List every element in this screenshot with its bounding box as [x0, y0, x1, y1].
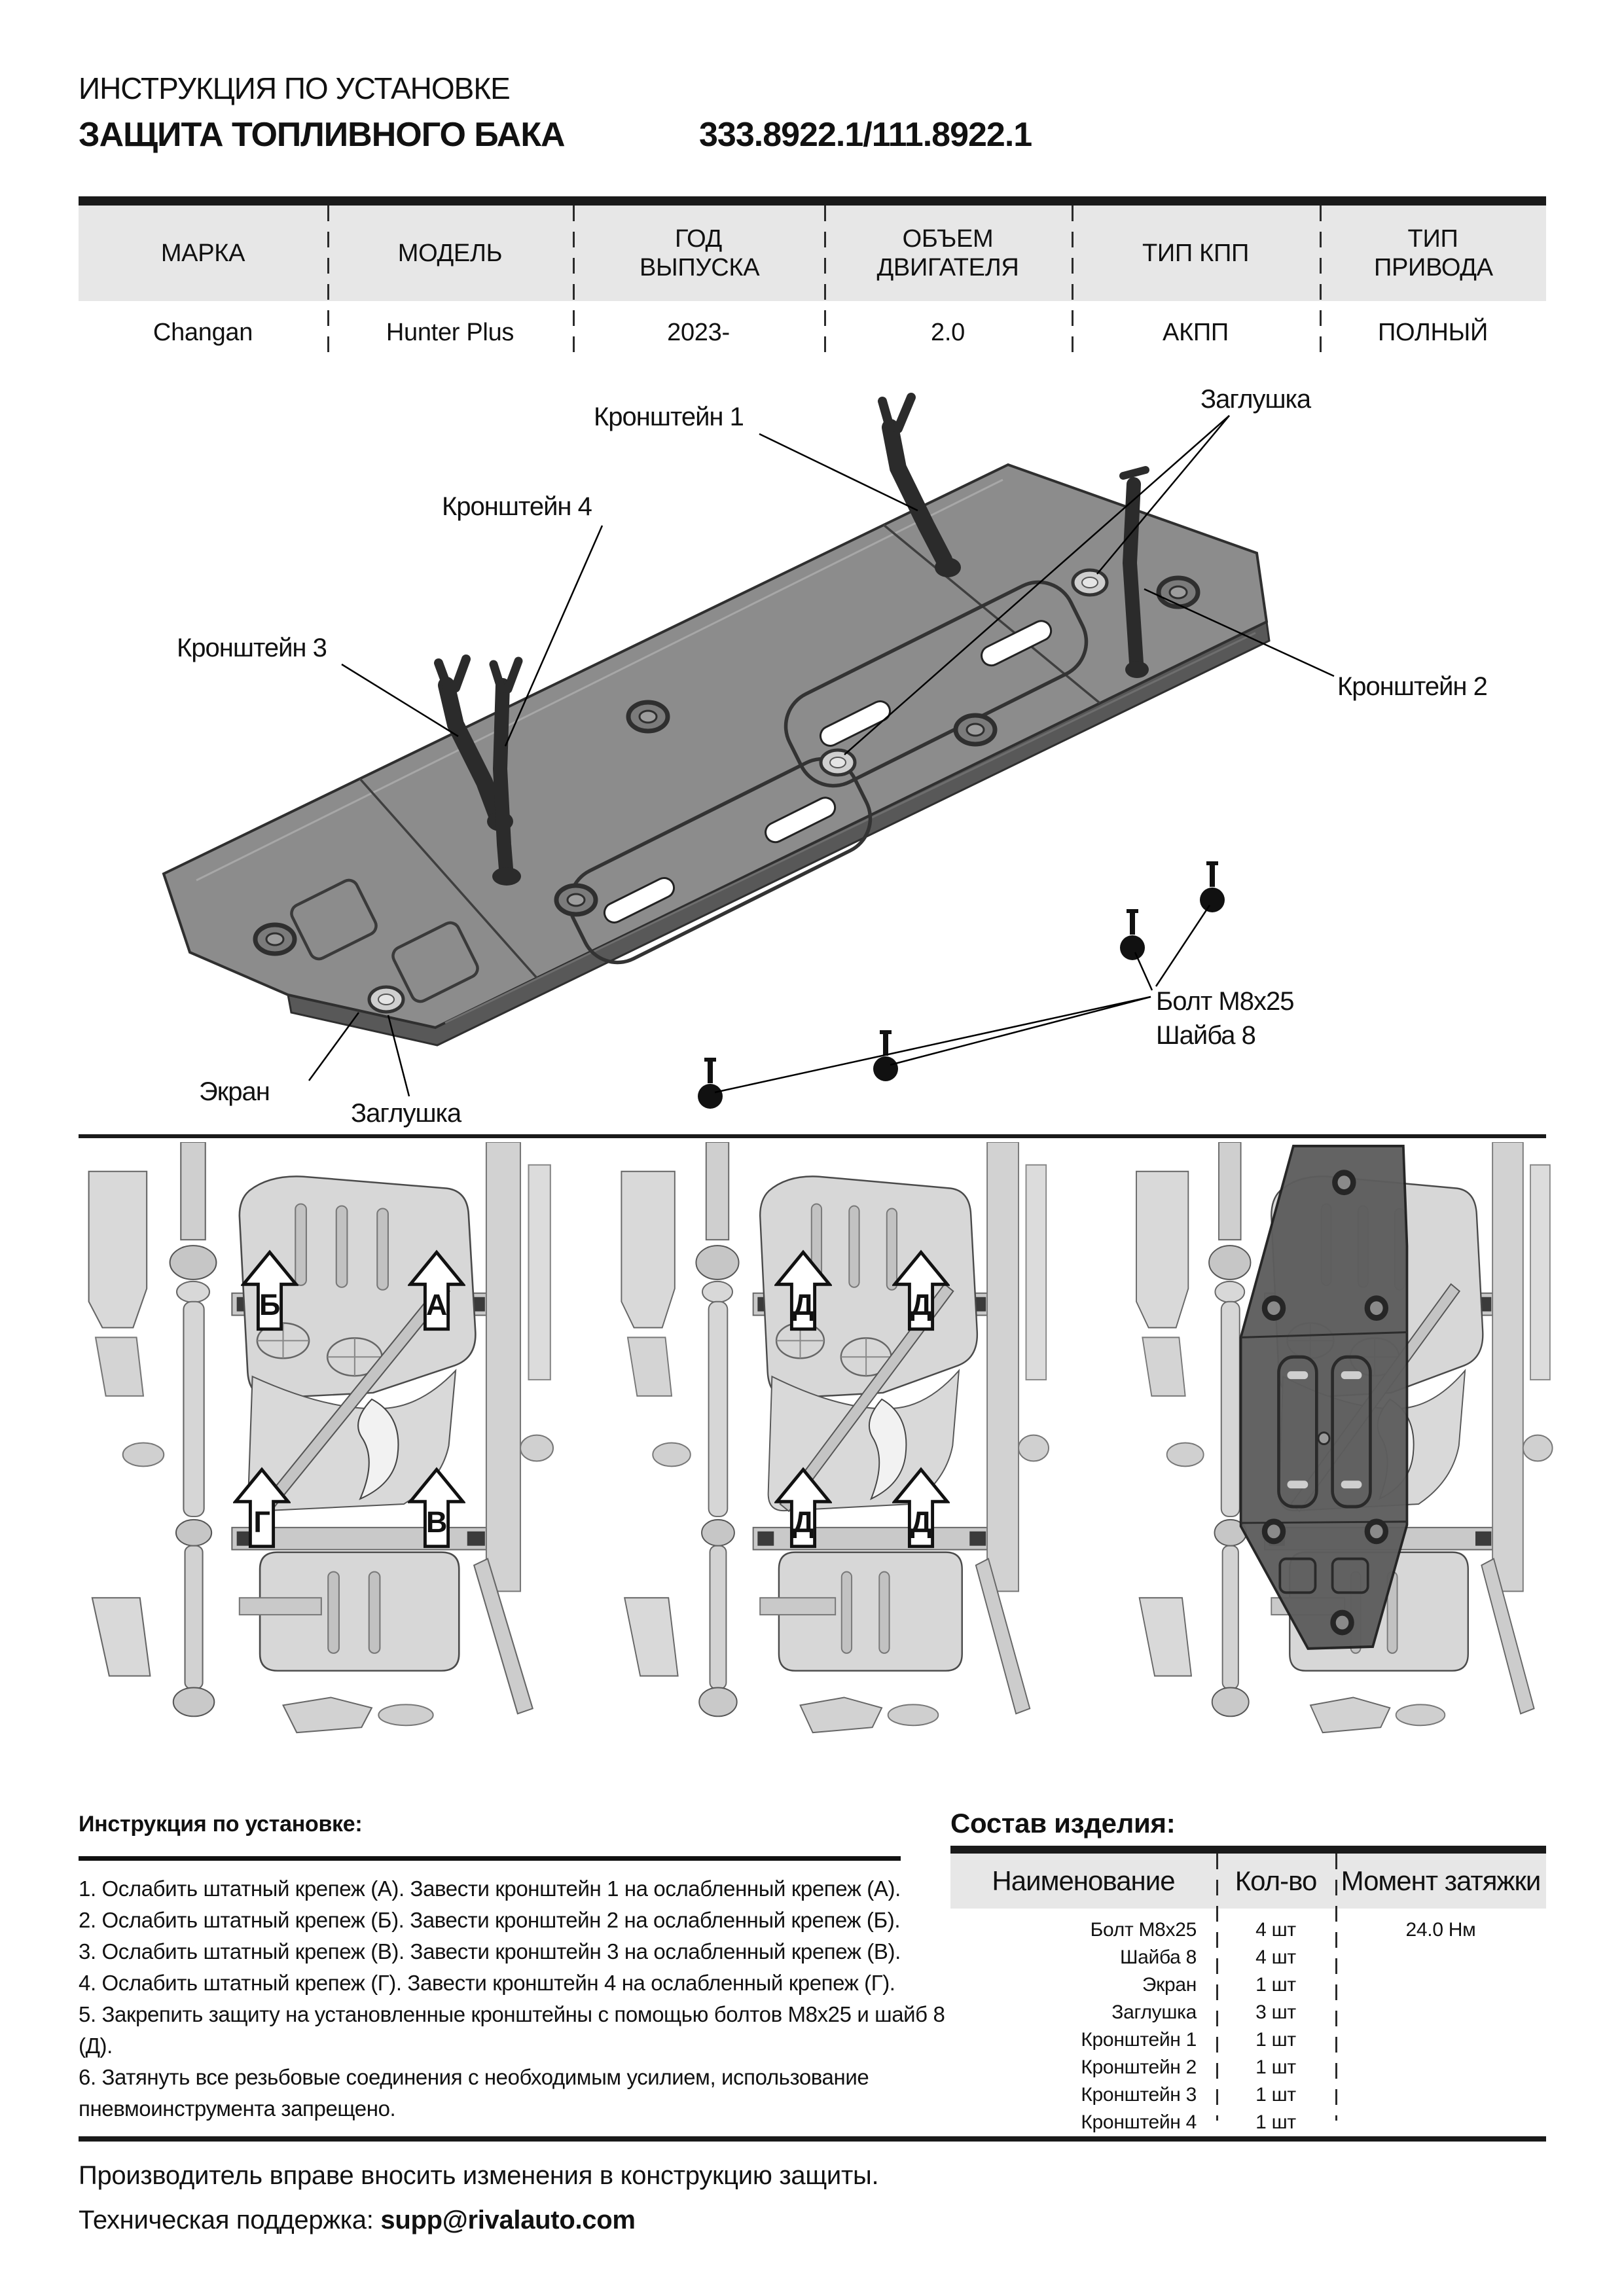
label-bolt: Болт М8х25: [1156, 987, 1294, 1016]
column-divider: [1335, 1854, 1337, 2121]
part-number: 333.8922.1/111.8922.1: [699, 116, 1032, 154]
underbody-photo-installed: [1127, 1142, 1567, 1754]
part-name: Кронштейн 2: [1081, 2056, 1197, 2078]
column-header-model: МОДЕЛЬ: [397, 240, 503, 267]
arrow-marker-d3: [774, 1467, 832, 1551]
part-qty: 1 шт: [1255, 2111, 1296, 2133]
label-bracket-4: Кронштейн 4: [442, 492, 592, 521]
arrow-letter: Б: [259, 1287, 280, 1321]
column-header-year: ГОД ВЫПУСКА: [640, 225, 760, 281]
arrow-letter: Д: [793, 1505, 814, 1539]
bolt-icon: [698, 1060, 723, 1109]
column-divider: [1216, 1854, 1218, 2121]
label-plug-top: Заглушка: [1200, 385, 1311, 414]
footer-divider: [79, 2136, 1546, 2142]
cell-engine: 2.0: [931, 319, 965, 346]
cell-drive: ПОЛНЫЙ: [1378, 319, 1488, 346]
support-label: Техническая поддержка:: [79, 2206, 381, 2234]
torque-value: 24.0 Нм: [1405, 1919, 1476, 1941]
column-header-qty: Кол-во: [1235, 1865, 1317, 1896]
arrow-letter: Д: [793, 1287, 814, 1321]
plate-hole: [956, 715, 995, 744]
arrow-marker-g: [233, 1467, 291, 1551]
cell-brand: Changan: [153, 319, 253, 346]
label-bracket-1: Кронштейн 1: [594, 403, 744, 431]
instructions-underline: [79, 1856, 901, 1861]
part-name: Экран: [1142, 1974, 1197, 1996]
plug-center: [821, 750, 855, 775]
instruction-step: 3. Ослабить штатный крепеж (В). Завести кронштейн 3 на ослабленный крепеж (В).: [79, 1939, 901, 1964]
vehicle-table-row: [79, 301, 1546, 364]
arrow-marker-d4: [892, 1467, 950, 1551]
cell-model: Hunter Plus: [386, 319, 514, 346]
arrow-marker-d1: [774, 1249, 832, 1333]
plate-hole: [1159, 578, 1198, 607]
plug-bottom: [369, 987, 403, 1012]
protection-plate: [164, 465, 1267, 1028]
arrow-letter: А: [425, 1287, 447, 1321]
column-divider: [1072, 206, 1074, 357]
part-name: Заглушка: [1111, 2001, 1197, 2023]
instructions-heading: Инструкция по установке:: [79, 1812, 363, 1837]
instructions-list: [79, 1873, 959, 2125]
parts-table: [950, 1846, 1546, 2136]
column-header-gearbox: ТИП КПП: [1142, 240, 1250, 267]
column-header-torque: Момент затяжки: [1341, 1865, 1541, 1896]
arrow-marker-v: [408, 1467, 465, 1551]
plate-hole: [628, 702, 668, 731]
part-qty: 1 шт: [1255, 2084, 1296, 2106]
part-qty: 1 шт: [1255, 2029, 1296, 2051]
label-bracket-2: Кронштейн 2: [1337, 672, 1487, 701]
underbody-photo: [79, 1142, 569, 1754]
underbody-photo: [612, 1142, 1064, 1754]
arrow-letter: Д: [910, 1505, 931, 1539]
arrow-letter: В: [425, 1505, 447, 1539]
support-email: supp@rivalauto.com: [380, 2206, 636, 2234]
column-divider: [327, 206, 329, 357]
plug-top: [1073, 570, 1107, 595]
arrow-marker-a: [408, 1249, 465, 1333]
arrow-letter: Д: [910, 1287, 931, 1321]
footer-support: [79, 2206, 636, 2235]
column-divider: [573, 206, 575, 357]
column-divider: [824, 206, 826, 357]
table-top-bar: [79, 196, 1546, 206]
vehicle-table-header: [79, 206, 1546, 301]
label-bracket-3: Кронштейн 3: [177, 634, 327, 662]
instruction-step: 6. Затянуть все резьбовые соединения с необходимым усилием, использование пневмоинструмента запрещено.: [79, 2065, 869, 2121]
part-qty: 3 шт: [1255, 2001, 1296, 2023]
parts-table-body: [950, 1909, 1546, 2136]
cell-gearbox: АКПП: [1163, 319, 1229, 346]
table-top-bar: [950, 1846, 1546, 1854]
column-header-engine: ОБЪЕМ ДВИГАТЕЛЯ: [876, 225, 1019, 281]
photo-underbody-fixings-abvg: [79, 1142, 569, 1754]
part-name: Шайба 8: [1119, 1946, 1197, 1968]
vehicle-table: [79, 196, 1546, 364]
column-divider: [1320, 206, 1322, 357]
part-name: Кронштейн 4: [1081, 2111, 1197, 2133]
plate-hole: [255, 925, 295, 954]
footer-note: Производитель вправе вносить изменения в конструкцию защиты.: [79, 2161, 879, 2190]
bolt-icon: [1200, 863, 1225, 912]
part-qty: 4 шт: [1255, 1919, 1296, 1941]
part-qty: 4 шт: [1255, 1946, 1296, 1968]
column-header-name: Наименование: [992, 1865, 1175, 1896]
parts-heading: Состав изделия:: [950, 1808, 1176, 1839]
instruction-step: 5. Закрепить защиту на установленные кронштейны с помощью болтов М8х25 и шайб 8 (Д).: [79, 2002, 945, 2058]
part-name: Кронштейн 1: [1081, 2029, 1197, 2051]
arrow-marker-b: [241, 1249, 298, 1333]
exploded-view-diagram: [79, 363, 1545, 1136]
instruction-step: 2. Ослабить штатный крепеж (Б). Завести кронштейн 2 на ослабленный крепеж (Б).: [79, 1908, 901, 1932]
part-qty: 1 шт: [1255, 2056, 1296, 2078]
part-qty: 1 шт: [1255, 1974, 1296, 1996]
arrow-letter: Г: [253, 1505, 270, 1539]
cell-year: 2023-: [667, 319, 730, 346]
part-name: Болт М8х25: [1090, 1919, 1197, 1941]
photo-installed-plate: [1127, 1142, 1567, 1754]
bolt-icon: [1120, 911, 1145, 960]
label-washer: Шайба 8: [1156, 1021, 1255, 1050]
arrow-marker-d2: [892, 1249, 950, 1333]
label-screen: Экран: [199, 1077, 270, 1106]
plate-hole: [556, 886, 596, 914]
column-header-drive: ТИП ПРИВОДА: [1374, 225, 1493, 281]
instruction-step: 1. Ослабить штатный крепеж (А). Завести кронштейн 1 на ослабленный крепеж (А).: [79, 1876, 901, 1901]
part-name: Кронштейн 3: [1081, 2084, 1197, 2106]
product-name-title: ЗАЩИТА ТОПЛИВНОГО БАКА: [79, 116, 565, 154]
photo-underbody-fixings-d: [612, 1142, 1064, 1754]
column-header-brand: МАРКА: [160, 240, 245, 267]
label-plug-bottom: Заглушка: [351, 1099, 461, 1128]
parts-table-header: [950, 1854, 1546, 1909]
instruction-step: 4. Ослабить штатный крепеж (Г). Завести кронштейн 4 на ослабленный крепеж (Г).: [79, 1971, 895, 1995]
section-divider: [79, 1134, 1546, 1138]
doc-type-title: ИНСТРУКЦИЯ ПО УСТАНОВКЕ: [79, 71, 510, 105]
